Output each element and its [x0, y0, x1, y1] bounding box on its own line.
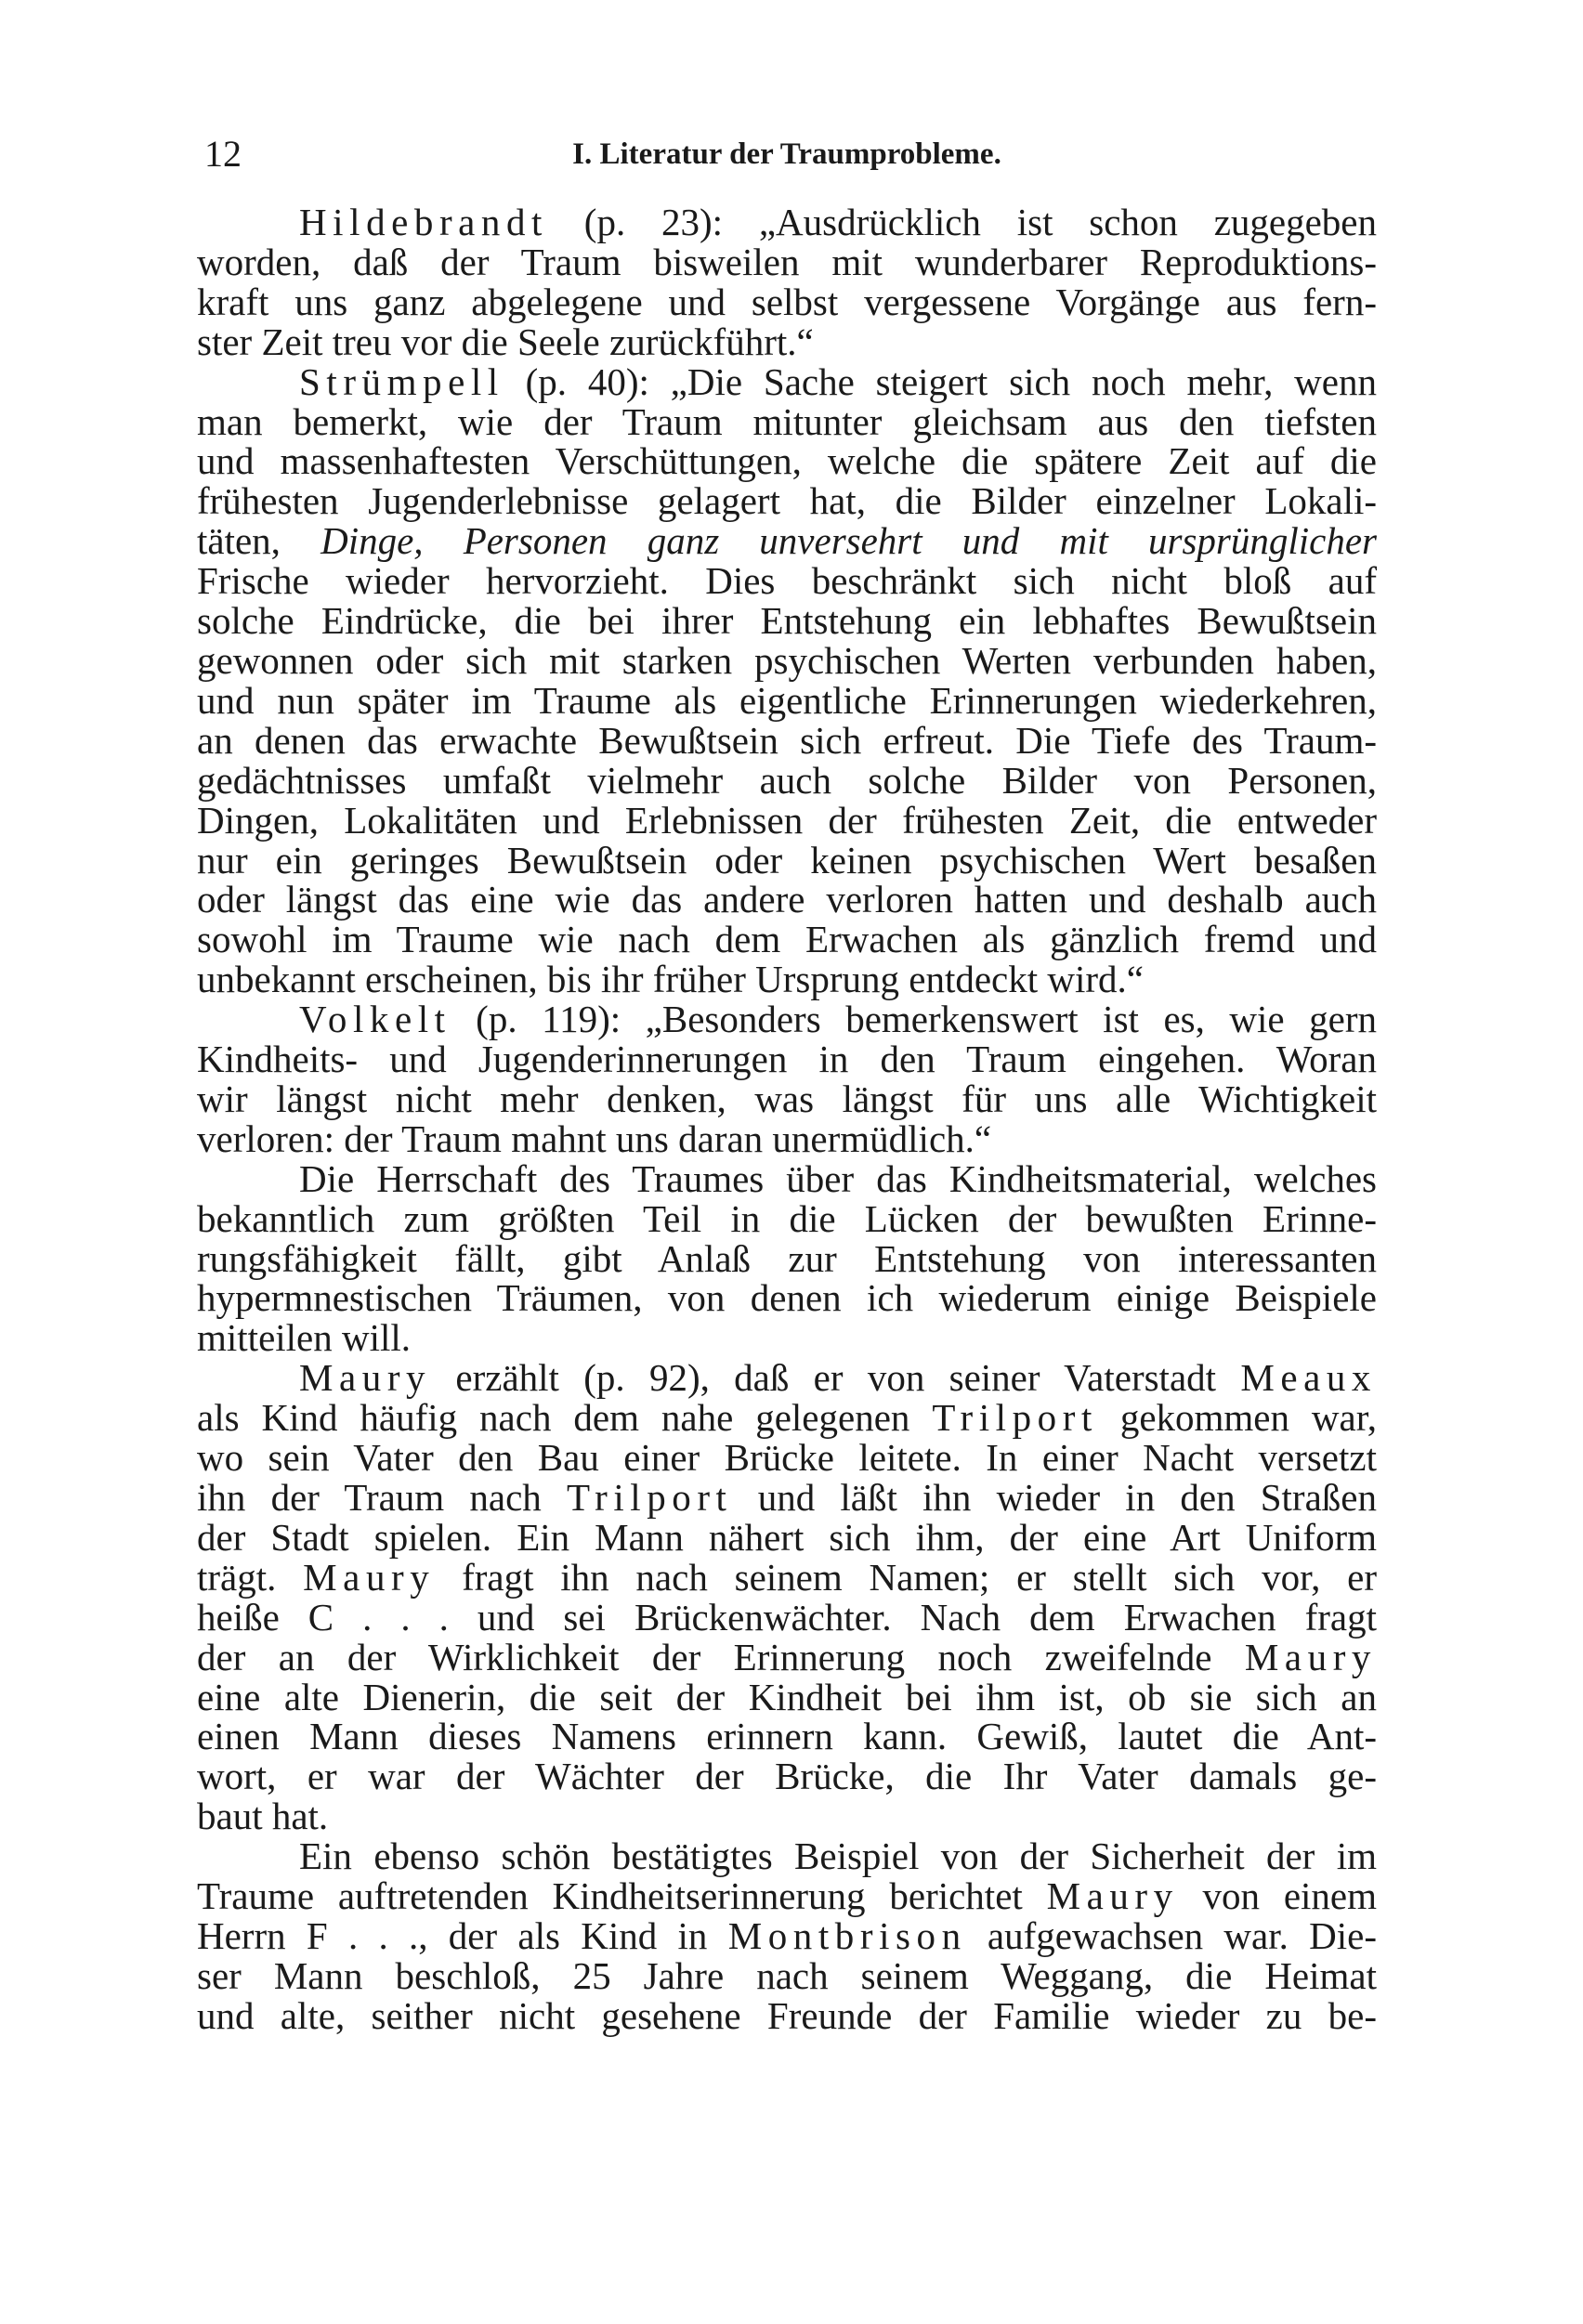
text-line	[197, 1358, 1377, 1398]
text-line	[197, 601, 1377, 641]
spaced-name: Trilport	[566, 1476, 733, 1519]
text-segment: Dingen, Lokalitäten und Erlebnissen der frühesten Zeit, die entweder	[197, 798, 1377, 842]
text-segment: kraft uns ganz abgelegene und selbst vergessene Vorgänge aus fern-	[197, 280, 1377, 323]
text-segment: ihn der Traum nach	[197, 1476, 567, 1519]
text-line	[197, 1079, 1377, 1119]
text-segment: gekommen war,	[1097, 1396, 1377, 1440]
text-line	[197, 481, 1377, 521]
text-line	[197, 638, 1377, 682]
text-line	[197, 521, 1377, 561]
text-segment: aufgewachsen war. Die-	[966, 1913, 1377, 1957]
text-segment: (p. 40): „Die Sache steigert sich noch mehr, wenn	[504, 359, 1377, 403]
text-line	[197, 1515, 1377, 1559]
text-line	[197, 242, 1377, 282]
text-line	[197, 1993, 1377, 2037]
text-segment: erzählt (p. 92), daß er von seiner Vaterstadt	[431, 1356, 1241, 1400]
spaced-name: Maury	[299, 1356, 432, 1400]
text-line	[197, 1278, 1377, 1318]
text-segment: eine alte Dienerin, die seit der Kindheit bei ihm ist, ob sie sich an	[197, 1675, 1377, 1718]
text-line	[197, 399, 1377, 443]
text-segment: fragt ihn nach seinem Namen; er stellt sich vor, er	[435, 1555, 1377, 1599]
paragraph	[197, 359, 1378, 1001]
text-segment: wir längst nicht mehr denken, was längst für uns alle Wichtigkeit	[197, 1077, 1377, 1120]
text-segment: (p. 119): „Besonders bemerkenswert ist es, wie gern	[451, 998, 1377, 1041]
text-line	[197, 1478, 1377, 1518]
text-line	[197, 282, 1377, 322]
paragraph	[197, 202, 1377, 362]
text-segment: als Kind häufig nach dem nahe gelegenen	[197, 1396, 933, 1440]
text-line	[197, 1756, 1377, 1796]
text-segment: baut hat.	[197, 1795, 329, 1838]
spaced-name: Volkelt	[299, 998, 451, 1041]
text-line	[197, 1796, 1377, 1836]
text-segment: oder längst das eine wie das andere verloren hatten und deshalb auch	[197, 878, 1377, 921]
text-segment: Ein ebenso schön bestätigtes Beispiel von der Sicherheit der im	[299, 1834, 1377, 1878]
text-segment: wort, er war der Wächter der Brücke, die Ihr Vater damals ge-	[197, 1755, 1377, 1798]
text-line	[197, 718, 1377, 762]
text-segment: der an der Wirklichkeit der Erinnerung noch zweifelnde	[197, 1635, 1245, 1678]
text-segment: (p. 23): „Ausdrücklich ist schon zugegeben	[548, 201, 1377, 243]
spaced-name: Meaux	[1240, 1356, 1377, 1400]
text-line	[197, 920, 1377, 960]
text-line	[197, 1913, 1377, 1957]
text-line	[197, 1876, 1377, 1916]
text-segment: frühesten Jugenderlebnisse gelagert hat, die Bilder einzelner Lokali-	[197, 479, 1377, 523]
text-segment: man bemerkt, wie der Traum mitunter gleichsam aus den tiefsten	[197, 399, 1377, 443]
text-line	[197, 1836, 1377, 1876]
spaced-name: Maury	[1244, 1635, 1377, 1678]
text-segment: einen Mann dieses Namens erinnern kann. Gewiß, lautet die Ant-	[197, 1715, 1377, 1758]
body-text	[197, 202, 1377, 2036]
text-segment: unbekannt erscheinen, bis ihr früher Ursprung entdeckt wird.“	[197, 958, 1144, 1001]
text-segment: sowohl im Traume wie nach dem Erwachen als gänzlich fremd und	[197, 918, 1377, 961]
spaced-name: Maury	[303, 1555, 436, 1599]
spaced-name: Montbrison	[727, 1913, 967, 1957]
text-line	[197, 798, 1377, 842]
text-line	[197, 1039, 1377, 1079]
text-segment: Die Herrschaft des Traumes über das Kindheitsmaterial, welches	[299, 1156, 1377, 1200]
text-segment: und läßt ihn wieder in den Straßen	[732, 1476, 1377, 1519]
text-segment: Traume auftretenden Kindheitserinnerung berichtet	[197, 1874, 1047, 1918]
text-line	[197, 880, 1377, 920]
text-line	[197, 758, 1377, 802]
text-segment: solche Eindrücke, die bei ihrer Entstehung ein lebhaftes Bewußtsein	[197, 599, 1377, 643]
text-segment: der Stadt spielen. Ein Mann nähert sich ihm, der eine Art Uniform	[197, 1515, 1377, 1559]
text-segment: verloren: der Traum mahnt uns daran unermüdlich.“	[197, 1116, 992, 1160]
text-segment: Kindheits- und Jugenderinnerungen in den Traum eingehen. Woran	[197, 1038, 1377, 1081]
text-segment: und massenhaftesten Verschüttungen, welche die spätere Zeit auf die	[197, 439, 1377, 483]
paragraph	[197, 999, 1377, 1159]
text-line	[197, 1438, 1377, 1478]
text-line	[197, 1236, 1377, 1280]
text-line	[197, 1196, 1377, 1240]
text-line	[197, 1635, 1377, 1678]
spaced-name: Maury	[1046, 1874, 1179, 1918]
spaced-name: Strümpell	[299, 359, 504, 403]
text-line	[197, 561, 1377, 601]
text-segment: worden, daß der Traum bisweilen mit wunderbarer Reproduktions-	[197, 240, 1377, 283]
text-line	[197, 678, 1377, 722]
text-segment: Herrn F . . ., der als Kind in	[197, 1913, 728, 1957]
text-line	[197, 1116, 1377, 1160]
text-line	[197, 1318, 1377, 1358]
text-line	[197, 359, 1377, 403]
text-segment: ser Mann beschloß, 25 Jahre nach seinem Weggang, die Heimat	[197, 1953, 1377, 1997]
text-line	[197, 1156, 1377, 1200]
text-segment: von einem	[1178, 1874, 1377, 1918]
text-line	[197, 1953, 1377, 1997]
text-segment: gedächtnisses umfaßt vielmehr auch solche Bilder von Personen,	[197, 758, 1377, 802]
text-segment: hypermnestischen Träumen, von denen ich wiederum einige Beispiele	[197, 1276, 1377, 1320]
text-line	[197, 1398, 1377, 1438]
text-segment: bekanntlich zum größten Teil in die Lücken der bewußten Erinne-	[197, 1196, 1377, 1240]
text-line	[197, 838, 1377, 881]
running-head: I. Literatur der Traumprobleme.	[572, 137, 1001, 171]
text-segment: und nun später im Traume als eigentliche Erinnerungen wiederkehren,	[197, 678, 1377, 722]
text-line	[197, 1675, 1377, 1718]
text-segment: Frische wieder hervorzieht. Dies beschränkt sich nicht bloß auf	[197, 559, 1377, 603]
text-segment: nur ein geringes Bewußtsein oder keinen psychischen Wert besaßen	[197, 838, 1377, 881]
paragraph	[197, 1358, 1377, 1836]
text-segment: trägt.	[197, 1555, 304, 1599]
text-segment: und alte, seither nicht gesehene Freunde der Familie wieder zu be-	[197, 1993, 1377, 2037]
text-line	[197, 441, 1377, 481]
text-segment: wo sein Vater den Bau einer Brücke leitete. In einer Nacht versetzt	[197, 1436, 1377, 1480]
text-line	[197, 322, 1377, 362]
paragraph	[197, 1836, 1377, 2036]
text-line	[197, 1595, 1377, 1639]
italic-text: Dinge, Personen ganz unversehrt und mit ursprünglicher	[321, 519, 1378, 563]
text-segment: mitteilen will.	[197, 1316, 412, 1360]
text-line	[197, 202, 1377, 242]
text-segment: täten,	[197, 519, 321, 563]
text-line	[197, 960, 1377, 999]
text-line	[197, 1717, 1377, 1756]
text-line	[197, 999, 1377, 1039]
text-segment: ster Zeit treu vor die Seele zurückführt.“	[197, 320, 814, 363]
text-segment: an denen das erwachte Bewußtsein sich erfreut. Die Tiefe des Traum-	[197, 718, 1377, 762]
spaced-name: Trilport	[932, 1396, 1098, 1440]
spaced-name: Hildebrandt	[299, 201, 548, 243]
page-header	[197, 130, 1377, 178]
paragraph	[197, 1156, 1377, 1360]
text-line	[197, 1555, 1377, 1599]
text-segment: heiße C . . . und sei Brückenwächter. Nach dem Erwachen fragt	[197, 1595, 1377, 1639]
page-number: 12	[204, 133, 242, 175]
text-segment: gewonnen oder sich mit starken psychischen Werten verbunden haben,	[197, 638, 1377, 682]
text-segment: rungsfähigkeit fällt, gibt Anlaß zur Entstehung von interessanten	[197, 1236, 1377, 1280]
